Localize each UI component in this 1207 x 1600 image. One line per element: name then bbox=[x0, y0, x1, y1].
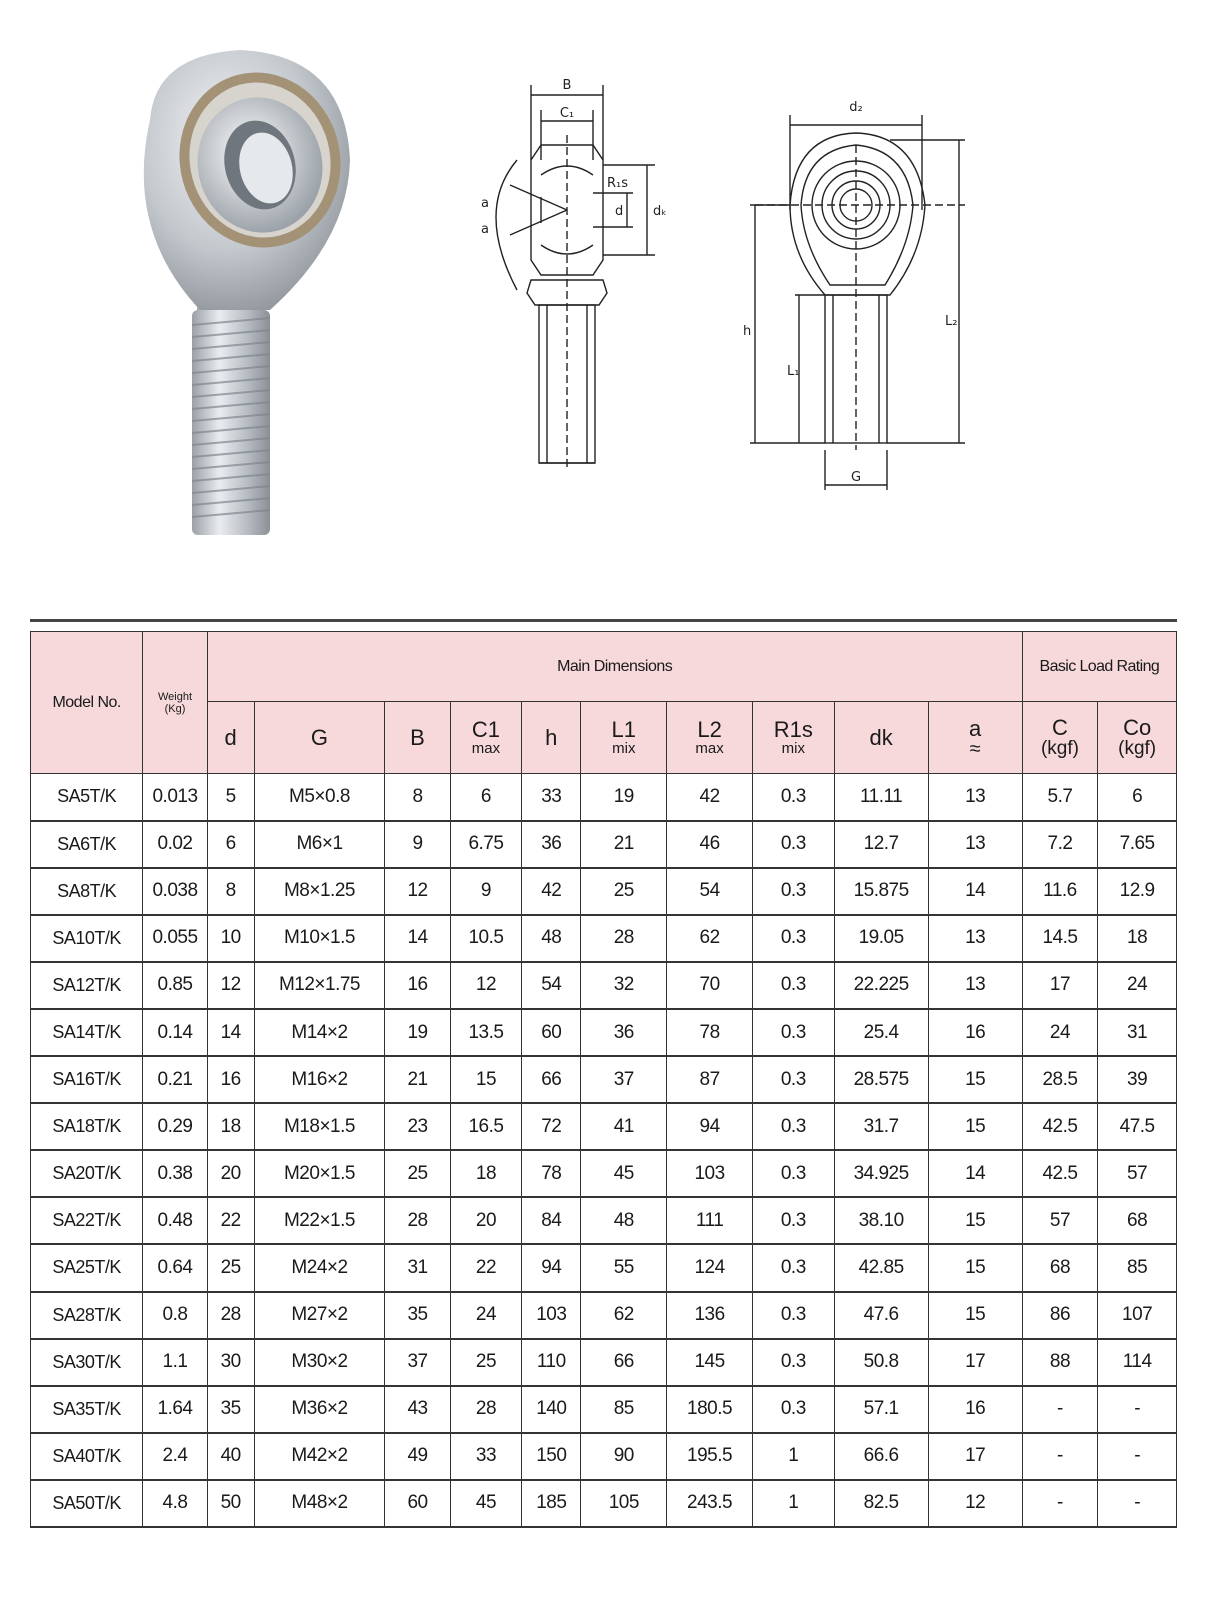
table-cell: 7.2 bbox=[1022, 821, 1098, 868]
table-cell: 19 bbox=[385, 1009, 450, 1056]
table-cell: 60 bbox=[385, 1480, 450, 1527]
table-cell: 12 bbox=[450, 962, 521, 1009]
table-cell: 145 bbox=[667, 1339, 753, 1386]
table-cell: 17 bbox=[928, 1433, 1022, 1480]
table-cell: 6.75 bbox=[450, 821, 521, 868]
table-cell: 140 bbox=[522, 1386, 581, 1433]
model-cell: SA8T/K bbox=[31, 868, 143, 915]
table-cell: - bbox=[1098, 1386, 1177, 1433]
table-row bbox=[31, 1150, 1177, 1197]
header-col-8 bbox=[834, 702, 928, 774]
table-cell: 15 bbox=[928, 1103, 1022, 1150]
table-cell: M42×2 bbox=[254, 1433, 385, 1480]
table-cell: 28 bbox=[581, 915, 667, 962]
table-cell: 114 bbox=[1098, 1339, 1177, 1386]
table-cell: - bbox=[1022, 1480, 1098, 1527]
label-h: h bbox=[743, 324, 752, 339]
table-row bbox=[31, 868, 1177, 915]
table-cell: 18 bbox=[450, 1150, 521, 1197]
table-cell: 18 bbox=[1098, 915, 1177, 962]
table-cell: 43 bbox=[385, 1386, 450, 1433]
table-cell: 12 bbox=[207, 962, 254, 1009]
table-cell: 21 bbox=[581, 821, 667, 868]
table-cell: 15 bbox=[450, 1056, 521, 1103]
table-cell: 6 bbox=[450, 774, 521, 821]
table-cell: 0.21 bbox=[143, 1056, 207, 1103]
table-cell: 28.5 bbox=[1022, 1056, 1098, 1103]
table-cell: 23 bbox=[385, 1103, 450, 1150]
header-col-sub: max bbox=[695, 740, 724, 757]
table-cell: 25 bbox=[207, 1244, 254, 1291]
header-col-sub: ≈ bbox=[969, 737, 981, 760]
table-row bbox=[31, 1339, 1177, 1386]
table-cell: 42.5 bbox=[1022, 1150, 1098, 1197]
table-cell: 55 bbox=[581, 1244, 667, 1291]
model-cell: SA16T/K bbox=[31, 1056, 143, 1103]
table-cell: 50.8 bbox=[834, 1339, 928, 1386]
table-cell: 28 bbox=[450, 1386, 521, 1433]
table-cell: 57.1 bbox=[834, 1386, 928, 1433]
header-col-0 bbox=[207, 702, 254, 774]
table-cell: 0.14 bbox=[143, 1009, 207, 1056]
table-cell: 68 bbox=[1098, 1197, 1177, 1244]
table-cell: 48 bbox=[581, 1197, 667, 1244]
table-cell: 24 bbox=[1098, 962, 1177, 1009]
header-basic-load-rating: Basic Load Rating bbox=[1022, 632, 1176, 702]
table-cell: - bbox=[1022, 1386, 1098, 1433]
table-cell: 15 bbox=[928, 1292, 1022, 1339]
table-cell: M6×1 bbox=[254, 821, 385, 868]
label-a2: a bbox=[481, 222, 489, 237]
header-col-symbol: d bbox=[224, 724, 237, 750]
table-cell: 19.05 bbox=[834, 915, 928, 962]
table-cell: M27×2 bbox=[254, 1292, 385, 1339]
label-a1: a bbox=[481, 196, 489, 211]
table-row bbox=[31, 1386, 1177, 1433]
label-d2: d₂ bbox=[849, 100, 863, 115]
table-cell: 1.1 bbox=[143, 1339, 207, 1386]
table-cell: 0.8 bbox=[143, 1292, 207, 1339]
table-cell: 10.5 bbox=[450, 915, 521, 962]
table-cell: 0.3 bbox=[752, 868, 834, 915]
table-cell: 60 bbox=[522, 1009, 581, 1056]
table-cell: 1 bbox=[752, 1480, 834, 1527]
table-cell: 66 bbox=[581, 1339, 667, 1386]
table-cell: 31.7 bbox=[834, 1103, 928, 1150]
table-row bbox=[31, 1009, 1177, 1056]
table-cell: 6 bbox=[1098, 774, 1177, 821]
table-cell: 70 bbox=[667, 962, 753, 1009]
table-row bbox=[31, 821, 1177, 868]
label-G: G bbox=[850, 470, 862, 485]
table-cell: 37 bbox=[385, 1339, 450, 1386]
table-cell: 24 bbox=[450, 1292, 521, 1339]
table-cell: 1.64 bbox=[143, 1386, 207, 1433]
table-cell: 54 bbox=[667, 868, 753, 915]
header-col-symbol: L1 bbox=[611, 717, 637, 742]
table-cell: 10 bbox=[207, 915, 254, 962]
label-R1s: R₁s bbox=[607, 176, 629, 191]
header-weight-label: Weight bbox=[157, 690, 193, 703]
header-col-symbol: C1 bbox=[471, 717, 500, 742]
table-cell: 0.3 bbox=[752, 774, 834, 821]
table-cell: 19 bbox=[581, 774, 667, 821]
table-row bbox=[31, 1292, 1177, 1339]
table-cell: M10×1.5 bbox=[254, 915, 385, 962]
table-cell: 38.10 bbox=[834, 1197, 928, 1244]
table-cell: 13.5 bbox=[450, 1009, 521, 1056]
table-cell: 42.85 bbox=[834, 1244, 928, 1291]
table-cell: 9 bbox=[450, 868, 521, 915]
table-row bbox=[31, 1103, 1177, 1150]
header-col-9 bbox=[928, 702, 1022, 774]
header-col-1 bbox=[254, 702, 385, 774]
table-cell: 13 bbox=[928, 915, 1022, 962]
table-cell: 39 bbox=[1098, 1056, 1177, 1103]
table-cell: 47.5 bbox=[1098, 1103, 1177, 1150]
table-cell: 22 bbox=[207, 1197, 254, 1244]
table-cell: 34.925 bbox=[834, 1150, 928, 1197]
table-cell: 22 bbox=[450, 1244, 521, 1291]
table-cell: M12×1.75 bbox=[254, 962, 385, 1009]
header-col-sub: mix bbox=[612, 740, 636, 757]
model-cell: SA35T/K bbox=[31, 1386, 143, 1433]
table-cell: 40 bbox=[207, 1433, 254, 1480]
model-cell: SA5T/K bbox=[31, 774, 143, 821]
header-col-symbol: L2 bbox=[697, 717, 722, 742]
table-cell: 14 bbox=[928, 1150, 1022, 1197]
table-cell: 57 bbox=[1022, 1197, 1098, 1244]
table-cell: 13 bbox=[928, 962, 1022, 1009]
header-weight-unit: (Kg) bbox=[164, 702, 186, 715]
label-d: d bbox=[615, 204, 624, 219]
table-cell: 82.5 bbox=[834, 1480, 928, 1527]
header-col-symbol: dk bbox=[869, 724, 893, 750]
table-cell: 0.48 bbox=[143, 1197, 207, 1244]
table-cell: 16 bbox=[928, 1009, 1022, 1056]
table-cell: 0.055 bbox=[143, 915, 207, 962]
table-cell: 0.3 bbox=[752, 821, 834, 868]
table-cell: 25 bbox=[450, 1339, 521, 1386]
table-cell: M22×1.5 bbox=[254, 1197, 385, 1244]
header-col-7 bbox=[752, 702, 834, 774]
table-cell: 7.65 bbox=[1098, 821, 1177, 868]
header-col-symbol: B bbox=[410, 724, 425, 750]
header-col-sub: max bbox=[471, 740, 501, 757]
table-cell: 12.7 bbox=[834, 821, 928, 868]
table-cell: M30×2 bbox=[254, 1339, 385, 1386]
header-col-10 bbox=[1022, 702, 1098, 774]
table-cell: 36 bbox=[522, 821, 581, 868]
table-cell: - bbox=[1098, 1480, 1177, 1527]
table-cell: 180.5 bbox=[667, 1386, 753, 1433]
model-cell: SA10T/K bbox=[31, 915, 143, 962]
model-cell: SA40T/K bbox=[31, 1433, 143, 1480]
table-cell: 54 bbox=[522, 962, 581, 1009]
table-cell: 31 bbox=[1098, 1009, 1177, 1056]
table-cell: 17 bbox=[928, 1339, 1022, 1386]
header-col-symbol: Co bbox=[1123, 714, 1152, 740]
table-cell: 35 bbox=[207, 1386, 254, 1433]
table-cell: 0.3 bbox=[752, 962, 834, 1009]
table-cell: 185 bbox=[522, 1480, 581, 1527]
table-cell: 48 bbox=[522, 915, 581, 962]
table-cell: 72 bbox=[522, 1103, 581, 1150]
table-cell: 18 bbox=[207, 1103, 254, 1150]
table-cell: 42 bbox=[522, 868, 581, 915]
table-cell: 0.3 bbox=[752, 1339, 834, 1386]
table-cell: 86 bbox=[1022, 1292, 1098, 1339]
table-cell: 28.575 bbox=[834, 1056, 928, 1103]
table-cell: 0.3 bbox=[752, 1244, 834, 1291]
table-cell: 62 bbox=[581, 1292, 667, 1339]
table-cell: M16×2 bbox=[254, 1056, 385, 1103]
table-cell: 0.64 bbox=[143, 1244, 207, 1291]
table-cell: M14×2 bbox=[254, 1009, 385, 1056]
table-cell: 11.11 bbox=[834, 774, 928, 821]
model-cell: SA20T/K bbox=[31, 1150, 143, 1197]
table-cell: 22.225 bbox=[834, 962, 928, 1009]
table-cell: 49 bbox=[385, 1433, 450, 1480]
table-cell: 14 bbox=[928, 868, 1022, 915]
table-cell: 6 bbox=[207, 821, 254, 868]
table-cell: 45 bbox=[450, 1480, 521, 1527]
table-cell: 0.038 bbox=[143, 868, 207, 915]
model-cell: SA22T/K bbox=[31, 1197, 143, 1244]
table-row bbox=[31, 1056, 1177, 1103]
model-cell: SA25T/K bbox=[31, 1244, 143, 1291]
table-cell: 0.3 bbox=[752, 1009, 834, 1056]
table-cell: 12.9 bbox=[1098, 868, 1177, 915]
table-cell: 8 bbox=[207, 868, 254, 915]
table-cell: 20 bbox=[207, 1150, 254, 1197]
product-figures bbox=[0, 0, 1207, 600]
header-col-symbol: R1s bbox=[773, 717, 813, 742]
table-cell: 15 bbox=[928, 1197, 1022, 1244]
model-cell: SA30T/K bbox=[31, 1339, 143, 1386]
specification-table bbox=[30, 631, 1177, 1528]
table-cell: 0.3 bbox=[752, 1150, 834, 1197]
header-col-2 bbox=[385, 702, 450, 774]
table-cell: 88 bbox=[1022, 1339, 1098, 1386]
table-header bbox=[31, 632, 1177, 774]
table-cell: 25 bbox=[385, 1150, 450, 1197]
table-cell: 0.3 bbox=[752, 1292, 834, 1339]
table-cell: 28 bbox=[385, 1197, 450, 1244]
table-cell: 84 bbox=[522, 1197, 581, 1244]
table-cell: 110 bbox=[522, 1339, 581, 1386]
table-cell: 25 bbox=[581, 868, 667, 915]
table-cell: 50 bbox=[207, 1480, 254, 1527]
table-cell: M24×2 bbox=[254, 1244, 385, 1291]
label-L2: L₂ bbox=[945, 314, 958, 329]
table-cell: 4.8 bbox=[143, 1480, 207, 1527]
table-cell: 0.38 bbox=[143, 1150, 207, 1197]
header-main-dimensions: Main Dimensions bbox=[207, 632, 1022, 702]
table-cell: 0.3 bbox=[752, 1386, 834, 1433]
table-cell: 11.6 bbox=[1022, 868, 1098, 915]
table-cell: 5.7 bbox=[1022, 774, 1098, 821]
table-cell: 12 bbox=[928, 1480, 1022, 1527]
table-cell: 13 bbox=[928, 774, 1022, 821]
table-cell: 33 bbox=[450, 1433, 521, 1480]
table-cell: 0.3 bbox=[752, 1056, 834, 1103]
table-cell: 105 bbox=[581, 1480, 667, 1527]
table-row bbox=[31, 1433, 1177, 1480]
table-cell: 25.4 bbox=[834, 1009, 928, 1056]
table-cell: 41 bbox=[581, 1103, 667, 1150]
table-cell: 0.29 bbox=[143, 1103, 207, 1150]
header-col-4 bbox=[522, 702, 581, 774]
table-cell: M20×1.5 bbox=[254, 1150, 385, 1197]
table-cell: 31 bbox=[385, 1244, 450, 1291]
label-B: B bbox=[562, 78, 572, 93]
table-cell: M8×1.25 bbox=[254, 868, 385, 915]
table-cell: 78 bbox=[522, 1150, 581, 1197]
table-cell: 57 bbox=[1098, 1150, 1177, 1197]
model-cell: SA6T/K bbox=[31, 821, 143, 868]
table-cell: 94 bbox=[667, 1103, 753, 1150]
header-col-symbol: h bbox=[545, 724, 558, 750]
table-cell: 21 bbox=[385, 1056, 450, 1103]
header-col-sub: (kgf) bbox=[1118, 737, 1157, 759]
table-cell: M5×0.8 bbox=[254, 774, 385, 821]
table-row bbox=[31, 962, 1177, 1009]
table-cell: 16.5 bbox=[450, 1103, 521, 1150]
table-cell: 87 bbox=[667, 1056, 753, 1103]
table-cell: 136 bbox=[667, 1292, 753, 1339]
table-cell: 1 bbox=[752, 1433, 834, 1480]
table-row bbox=[31, 1197, 1177, 1244]
table-cell: 42 bbox=[667, 774, 753, 821]
table-cell: 42.5 bbox=[1022, 1103, 1098, 1150]
table-cell: 32 bbox=[581, 962, 667, 1009]
model-cell: SA18T/K bbox=[31, 1103, 143, 1150]
table-cell: 195.5 bbox=[667, 1433, 753, 1480]
table-cell: 111 bbox=[667, 1197, 753, 1244]
label-C1: C₁ bbox=[559, 106, 575, 121]
header-model-no: Model No. bbox=[31, 632, 143, 774]
table-cell: 124 bbox=[667, 1244, 753, 1291]
table-cell: 85 bbox=[1098, 1244, 1177, 1291]
table-cell: 103 bbox=[667, 1150, 753, 1197]
table-cell: 0.3 bbox=[752, 915, 834, 962]
table-cell: 16 bbox=[928, 1386, 1022, 1433]
table-row bbox=[31, 774, 1177, 821]
table-cell: 103 bbox=[522, 1292, 581, 1339]
header-col-6 bbox=[667, 702, 753, 774]
table-cell: 28 bbox=[207, 1292, 254, 1339]
table-row bbox=[31, 1244, 1177, 1291]
rod-end-photo bbox=[110, 40, 380, 560]
table-body bbox=[31, 774, 1177, 1528]
table-cell: 20 bbox=[450, 1197, 521, 1244]
table-top-rule bbox=[30, 619, 1177, 622]
table-cell: 12 bbox=[385, 868, 450, 915]
table-cell: 15 bbox=[928, 1244, 1022, 1291]
table-cell: 14 bbox=[207, 1009, 254, 1056]
table-cell: 35 bbox=[385, 1292, 450, 1339]
table-cell: 14.5 bbox=[1022, 915, 1098, 962]
header-col-symbol: a bbox=[969, 715, 982, 741]
table-cell: 66.6 bbox=[834, 1433, 928, 1480]
label-L1: L₁ bbox=[787, 364, 800, 379]
header-col-sub: mix bbox=[781, 740, 805, 757]
table-cell: 45 bbox=[581, 1150, 667, 1197]
model-cell: SA28T/K bbox=[31, 1292, 143, 1339]
table-cell: 15 bbox=[928, 1056, 1022, 1103]
table-cell: 0.3 bbox=[752, 1103, 834, 1150]
table-cell: 47.6 bbox=[834, 1292, 928, 1339]
table-cell: 62 bbox=[667, 915, 753, 962]
table-cell: M18×1.5 bbox=[254, 1103, 385, 1150]
table-cell: 14 bbox=[385, 915, 450, 962]
table-cell: M36×2 bbox=[254, 1386, 385, 1433]
table-cell: M48×2 bbox=[254, 1480, 385, 1527]
table-cell: 243.5 bbox=[667, 1480, 753, 1527]
table-row bbox=[31, 915, 1177, 962]
table-cell: 36 bbox=[581, 1009, 667, 1056]
table-cell: 68 bbox=[1022, 1244, 1098, 1291]
table-cell: 94 bbox=[522, 1244, 581, 1291]
table-cell: 30 bbox=[207, 1339, 254, 1386]
table-cell: 0.013 bbox=[143, 774, 207, 821]
table-row bbox=[31, 1480, 1177, 1527]
model-cell: SA50T/K bbox=[31, 1480, 143, 1527]
table-cell: 0.02 bbox=[143, 821, 207, 868]
table-cell: 16 bbox=[385, 962, 450, 1009]
front-view-drawing bbox=[735, 85, 995, 505]
header-col-5 bbox=[581, 702, 667, 774]
table-cell: 15.875 bbox=[834, 868, 928, 915]
table-cell: 5 bbox=[207, 774, 254, 821]
table-cell: 78 bbox=[667, 1009, 753, 1056]
table-cell: - bbox=[1098, 1433, 1177, 1480]
table-cell: 0.85 bbox=[143, 962, 207, 1009]
table-cell: 66 bbox=[522, 1056, 581, 1103]
table-cell: 24 bbox=[1022, 1009, 1098, 1056]
table-cell: 85 bbox=[581, 1386, 667, 1433]
table-cell: 8 bbox=[385, 774, 450, 821]
table-cell: 37 bbox=[581, 1056, 667, 1103]
header-col-symbol: C bbox=[1052, 714, 1068, 740]
table-cell: 9 bbox=[385, 821, 450, 868]
model-cell: SA12T/K bbox=[31, 962, 143, 1009]
table-cell: 150 bbox=[522, 1433, 581, 1480]
table-cell: 13 bbox=[928, 821, 1022, 868]
table-cell: 17 bbox=[1022, 962, 1098, 1009]
header-col-symbol: G bbox=[310, 724, 329, 750]
table-cell: - bbox=[1022, 1433, 1098, 1480]
table-cell: 46 bbox=[667, 821, 753, 868]
header-col-3 bbox=[450, 702, 521, 774]
header-col-11 bbox=[1098, 702, 1177, 774]
table-cell: 0.3 bbox=[752, 1197, 834, 1244]
model-cell: SA14T/K bbox=[31, 1009, 143, 1056]
table-cell: 107 bbox=[1098, 1292, 1177, 1339]
table-cell: 2.4 bbox=[143, 1433, 207, 1480]
label-dk: dₖ bbox=[653, 204, 667, 219]
table-cell: 16 bbox=[207, 1056, 254, 1103]
header-col-sub: (kgf) bbox=[1040, 737, 1079, 759]
header-weight bbox=[143, 632, 207, 774]
table-cell: 33 bbox=[522, 774, 581, 821]
table-cell: 90 bbox=[581, 1433, 667, 1480]
side-view-drawing bbox=[455, 65, 685, 485]
